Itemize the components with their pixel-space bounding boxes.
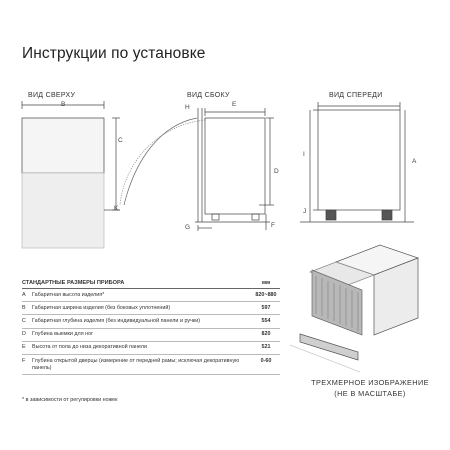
page-title: Инструкции по установке [22, 45, 206, 62]
footnote: * в зависимости от регулировки ножек [22, 397, 118, 403]
row-value: 521 [261, 344, 271, 351]
table-row [22, 355, 280, 375]
front-view-drawing [300, 102, 417, 222]
row-description: Габаритная глубина изделия (без индивидуальной панели и ручки) [32, 317, 201, 324]
table-row [22, 302, 280, 315]
front-view-label: ВИД СПЕРЕДИ [329, 92, 383, 99]
row-key: D [22, 331, 26, 338]
table-header [22, 279, 280, 289]
dim-label-g: G [185, 224, 191, 231]
top-view-label: ВИД СВЕРХУ [28, 92, 76, 99]
table-row [22, 342, 280, 355]
dim-label-i: I [303, 151, 305, 158]
dim-label-f: F [271, 222, 275, 229]
row-value: 820~880 [255, 291, 277, 298]
row-key: B [22, 304, 26, 311]
3d-caption-scale-note: (НЕ В МАСШТАБЕ) [334, 389, 406, 398]
table-row [22, 329, 280, 342]
row-description: Высота от пола до низа декоративной панели [32, 344, 148, 351]
dim-label-d: D [274, 168, 279, 175]
dim-label-k: K [114, 205, 119, 212]
row-description: Габаритная ширина изделия (без боковых уплотнений) [32, 304, 171, 311]
row-value: 554 [261, 317, 271, 324]
row-key: A [22, 291, 26, 298]
row-key: C [22, 317, 26, 324]
dim-label-a: A [412, 158, 417, 165]
row-value: 820 [261, 331, 271, 338]
dimensions-table [22, 279, 280, 375]
dim-label-e: E [232, 101, 237, 108]
top-view-drawing [22, 101, 120, 248]
3d-caption-title: ТРЕХМЕРНОЕ ИЗОБРАЖЕНИЕ [311, 378, 429, 387]
table-row [22, 289, 280, 302]
table-row [22, 315, 280, 328]
table-header-label: СТАНДАРТНЫЕ РАЗМЕРЫ ПРИБОРА [22, 280, 125, 286]
dim-label-h: H [185, 104, 190, 111]
row-key: E [22, 344, 26, 351]
dim-label-b: B [61, 101, 66, 108]
dim-label-c: C [118, 137, 123, 144]
row-value: 597 [261, 304, 271, 311]
row-description: Глубина открытой дверцы (измерение от передней рамы; исключая декоративную панель) [32, 357, 240, 371]
3d-view-drawing [290, 245, 418, 372]
row-value: 0-60 [260, 357, 272, 364]
side-view-drawing [120, 108, 274, 231]
row-description: Габаритная высота изделия* [32, 291, 105, 298]
side-view-label: ВИД СБОКУ [187, 92, 230, 99]
table-header-unit: мм [261, 280, 271, 286]
row-key: F [22, 357, 26, 364]
dim-label-j: J [303, 208, 307, 215]
row-description: Глубина выемки для ног [32, 331, 94, 338]
